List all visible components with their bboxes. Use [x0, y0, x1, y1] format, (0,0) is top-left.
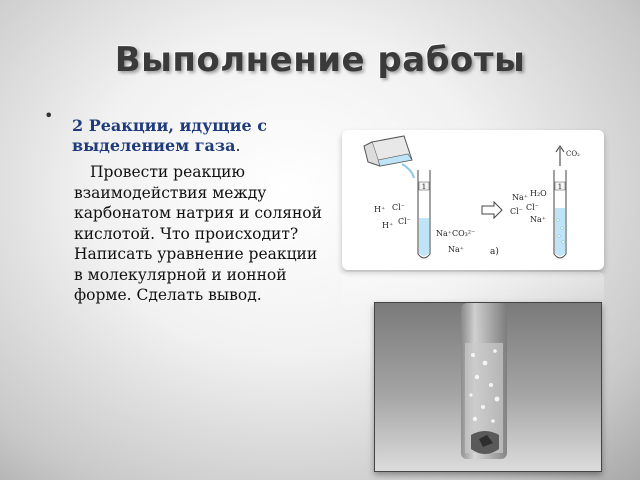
- ion-cl-1: Cl⁻: [392, 203, 405, 212]
- task-instructions: Провести реакцию взаимодействия между карбонатом натрия и соляной кислотой. Что происходит? Написать уравнение реакции в молекулярной и ионной форме. Сделать вывод.: [74, 163, 322, 304]
- test-tube-2: [554, 170, 566, 258]
- tube1-number: 1: [421, 183, 427, 191]
- ion-na-2: Na⁺: [448, 245, 464, 254]
- task-heading-text: 2 Реакции, идущие с выделением газа: [72, 116, 267, 155]
- reaction-diagram: [342, 130, 604, 270]
- ion-co3: CO₃²⁻: [452, 229, 476, 238]
- ion-h-2: H⁺: [382, 221, 394, 230]
- diagram-caption: а): [490, 247, 499, 257]
- prod-na-1: Na⁺: [512, 193, 528, 202]
- prod-cl-1: Cl⁻: [510, 207, 523, 216]
- prod-na-2: Na⁺: [530, 215, 546, 224]
- gas-label: CO₂: [566, 150, 580, 158]
- ion-h-1: H⁺: [374, 205, 386, 214]
- task-heading: [72, 116, 322, 156]
- heading-period: .: [235, 136, 241, 155]
- test-tube-1: [418, 170, 430, 258]
- ion-na-1: Na⁺: [436, 229, 452, 238]
- prod-cl-2: Cl⁻: [526, 203, 539, 212]
- photo-test-tube: [461, 303, 507, 459]
- test-tube-photo-svg: [375, 303, 601, 471]
- bullet-marker: •: [44, 106, 54, 125]
- gas-arrow-icon: [556, 146, 564, 166]
- tube2-number: 1: [557, 183, 563, 191]
- double-arrow-icon: [482, 202, 502, 218]
- pouring-bottle-icon: [364, 136, 414, 178]
- experiment-photo: [374, 302, 602, 472]
- ion-cl-2: Cl⁻: [398, 217, 411, 226]
- prod-h2o: H₂O: [530, 189, 547, 198]
- slide-title: Выполнение работы: [114, 40, 526, 80]
- reaction-diagram-svg: [342, 130, 604, 270]
